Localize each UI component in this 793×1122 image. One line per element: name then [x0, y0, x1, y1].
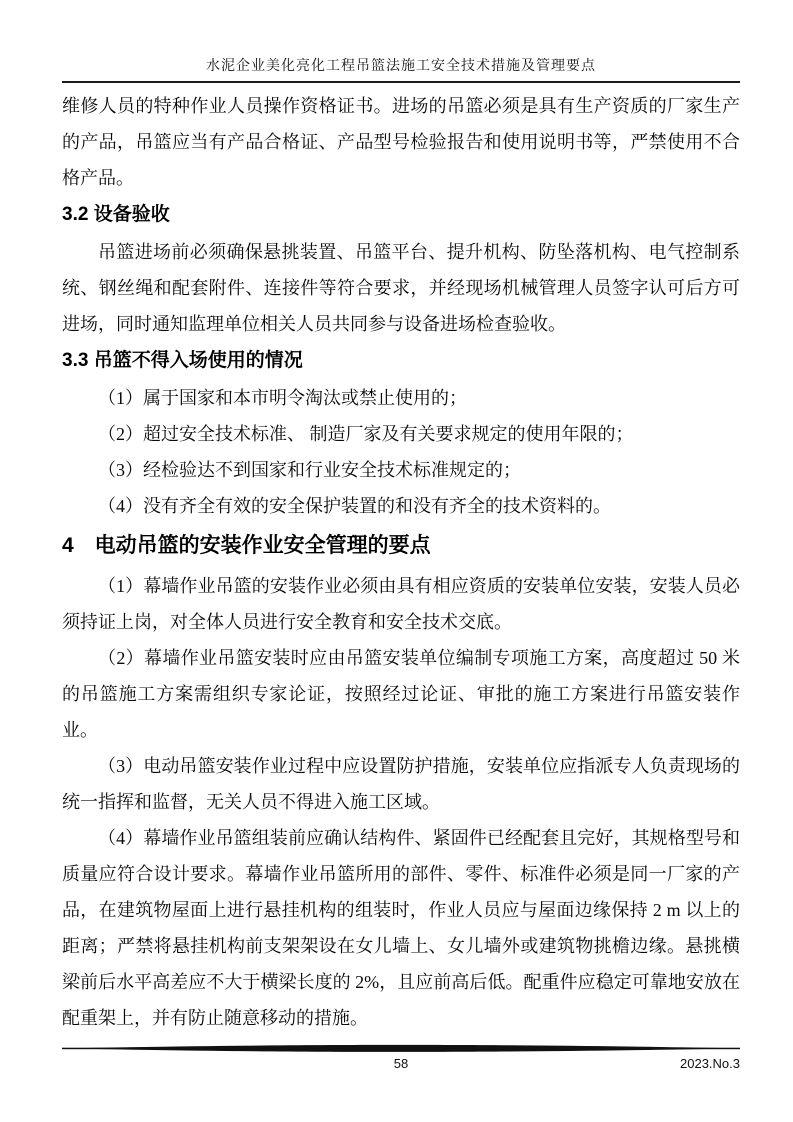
paragraph-4-1: （1）幕墙作业吊篮的安装作业必须由具有相应资质的安装单位安装，安装人员必须持证上岗，对全体人员进行安全教育和安全技术交底。 [62, 576, 740, 632]
section-heading-4: 4 电动吊篮的安装作业安全管理的要点 [62, 534, 431, 557]
issue-number: 2023.No.3 [680, 1056, 740, 1071]
footer-divider [62, 1044, 740, 1053]
section-heading-3-2: 3.2 设备验收 [62, 204, 170, 225]
header-divider [62, 81, 740, 83]
section-heading-3-3: 3.3 吊篮不得入场使用的情况 [62, 350, 303, 371]
page-number: 58 [393, 1056, 409, 1071]
list-item-2: （2）超过安全技术标准、 制造厂家及有关要求规定的使用年限的； [98, 424, 634, 444]
page-header [62, 0, 740, 83]
list-item-1: （1）属于国家和本市明令淘汰或禁止使用的； [98, 388, 467, 408]
list-item-3: （3）经检验达不到国家和行业安全技术标准规定的； [98, 460, 521, 480]
paragraph-continuation: 维修人员的特种作业人员操作资格证书。进场的吊篮必须是具有生产资质的厂家生产的产品，吊篮应当有产品合格证、产品型号检验报告和使用说明书等，严禁使用不合格产品。 [62, 96, 740, 188]
page-footer [62, 1044, 740, 1073]
footer-text-row [62, 1055, 740, 1073]
paragraph-4-2: （2）幕墙作业吊篮安装时应由吊篮安装单位编制专项施工方案，高度超过 50 米的吊篮施工方案需组织专家论证，按照经过论证、审批的施工方案进行吊篮安装作业。 [62, 648, 740, 740]
list-item-4: （4）没有齐全有效的安全保护装置的和没有齐全的技术资料的。 [98, 496, 611, 516]
document-body [62, 88, 740, 1036]
paragraph-4-3: （3）电动吊篮安装作业过程中应设置防护措施，安装单位应指派专人负责现场的统一指挥和监督，无关人员不得进入施工区域。 [62, 756, 740, 812]
paragraph-3-2: 吊篮进场前必须确保悬挑装置、吊篮平台、提升机构、防坠落机构、电气控制系统、钢丝绳和配套附件、连接件等符合要求，并经现场机械管理人员签字认可后方可进场，同时通知监理单位相关人员共同参与设备进场检查验收。 [62, 242, 740, 334]
running-header-title: 水泥企业美化亮化工程吊篮法施工安全技术措施及管理要点 [206, 59, 596, 74]
paragraph-4-4: （4）幕墙作业吊篮组装前应确认结构件、紧固件已经配套且完好，其规格型号和质量应符合设计要求。幕墙作业吊篮所用的部件、零件、标准件必须是同一厂家的产品，在建筑物屋面上进行悬挂机构的组装时，作业人员应与屋面边缘保持 2 m 以上的距离；严禁将悬挂机构前支架架设在女儿墙上、女儿墙外或建筑物挑檐边缘。悬挑横梁前后水平高差应不大于横梁长度的 2%，且应前高后低。配重件应稳定可靠地安放在配重架上，并有防止随意移动的措施。 [62, 828, 740, 1028]
